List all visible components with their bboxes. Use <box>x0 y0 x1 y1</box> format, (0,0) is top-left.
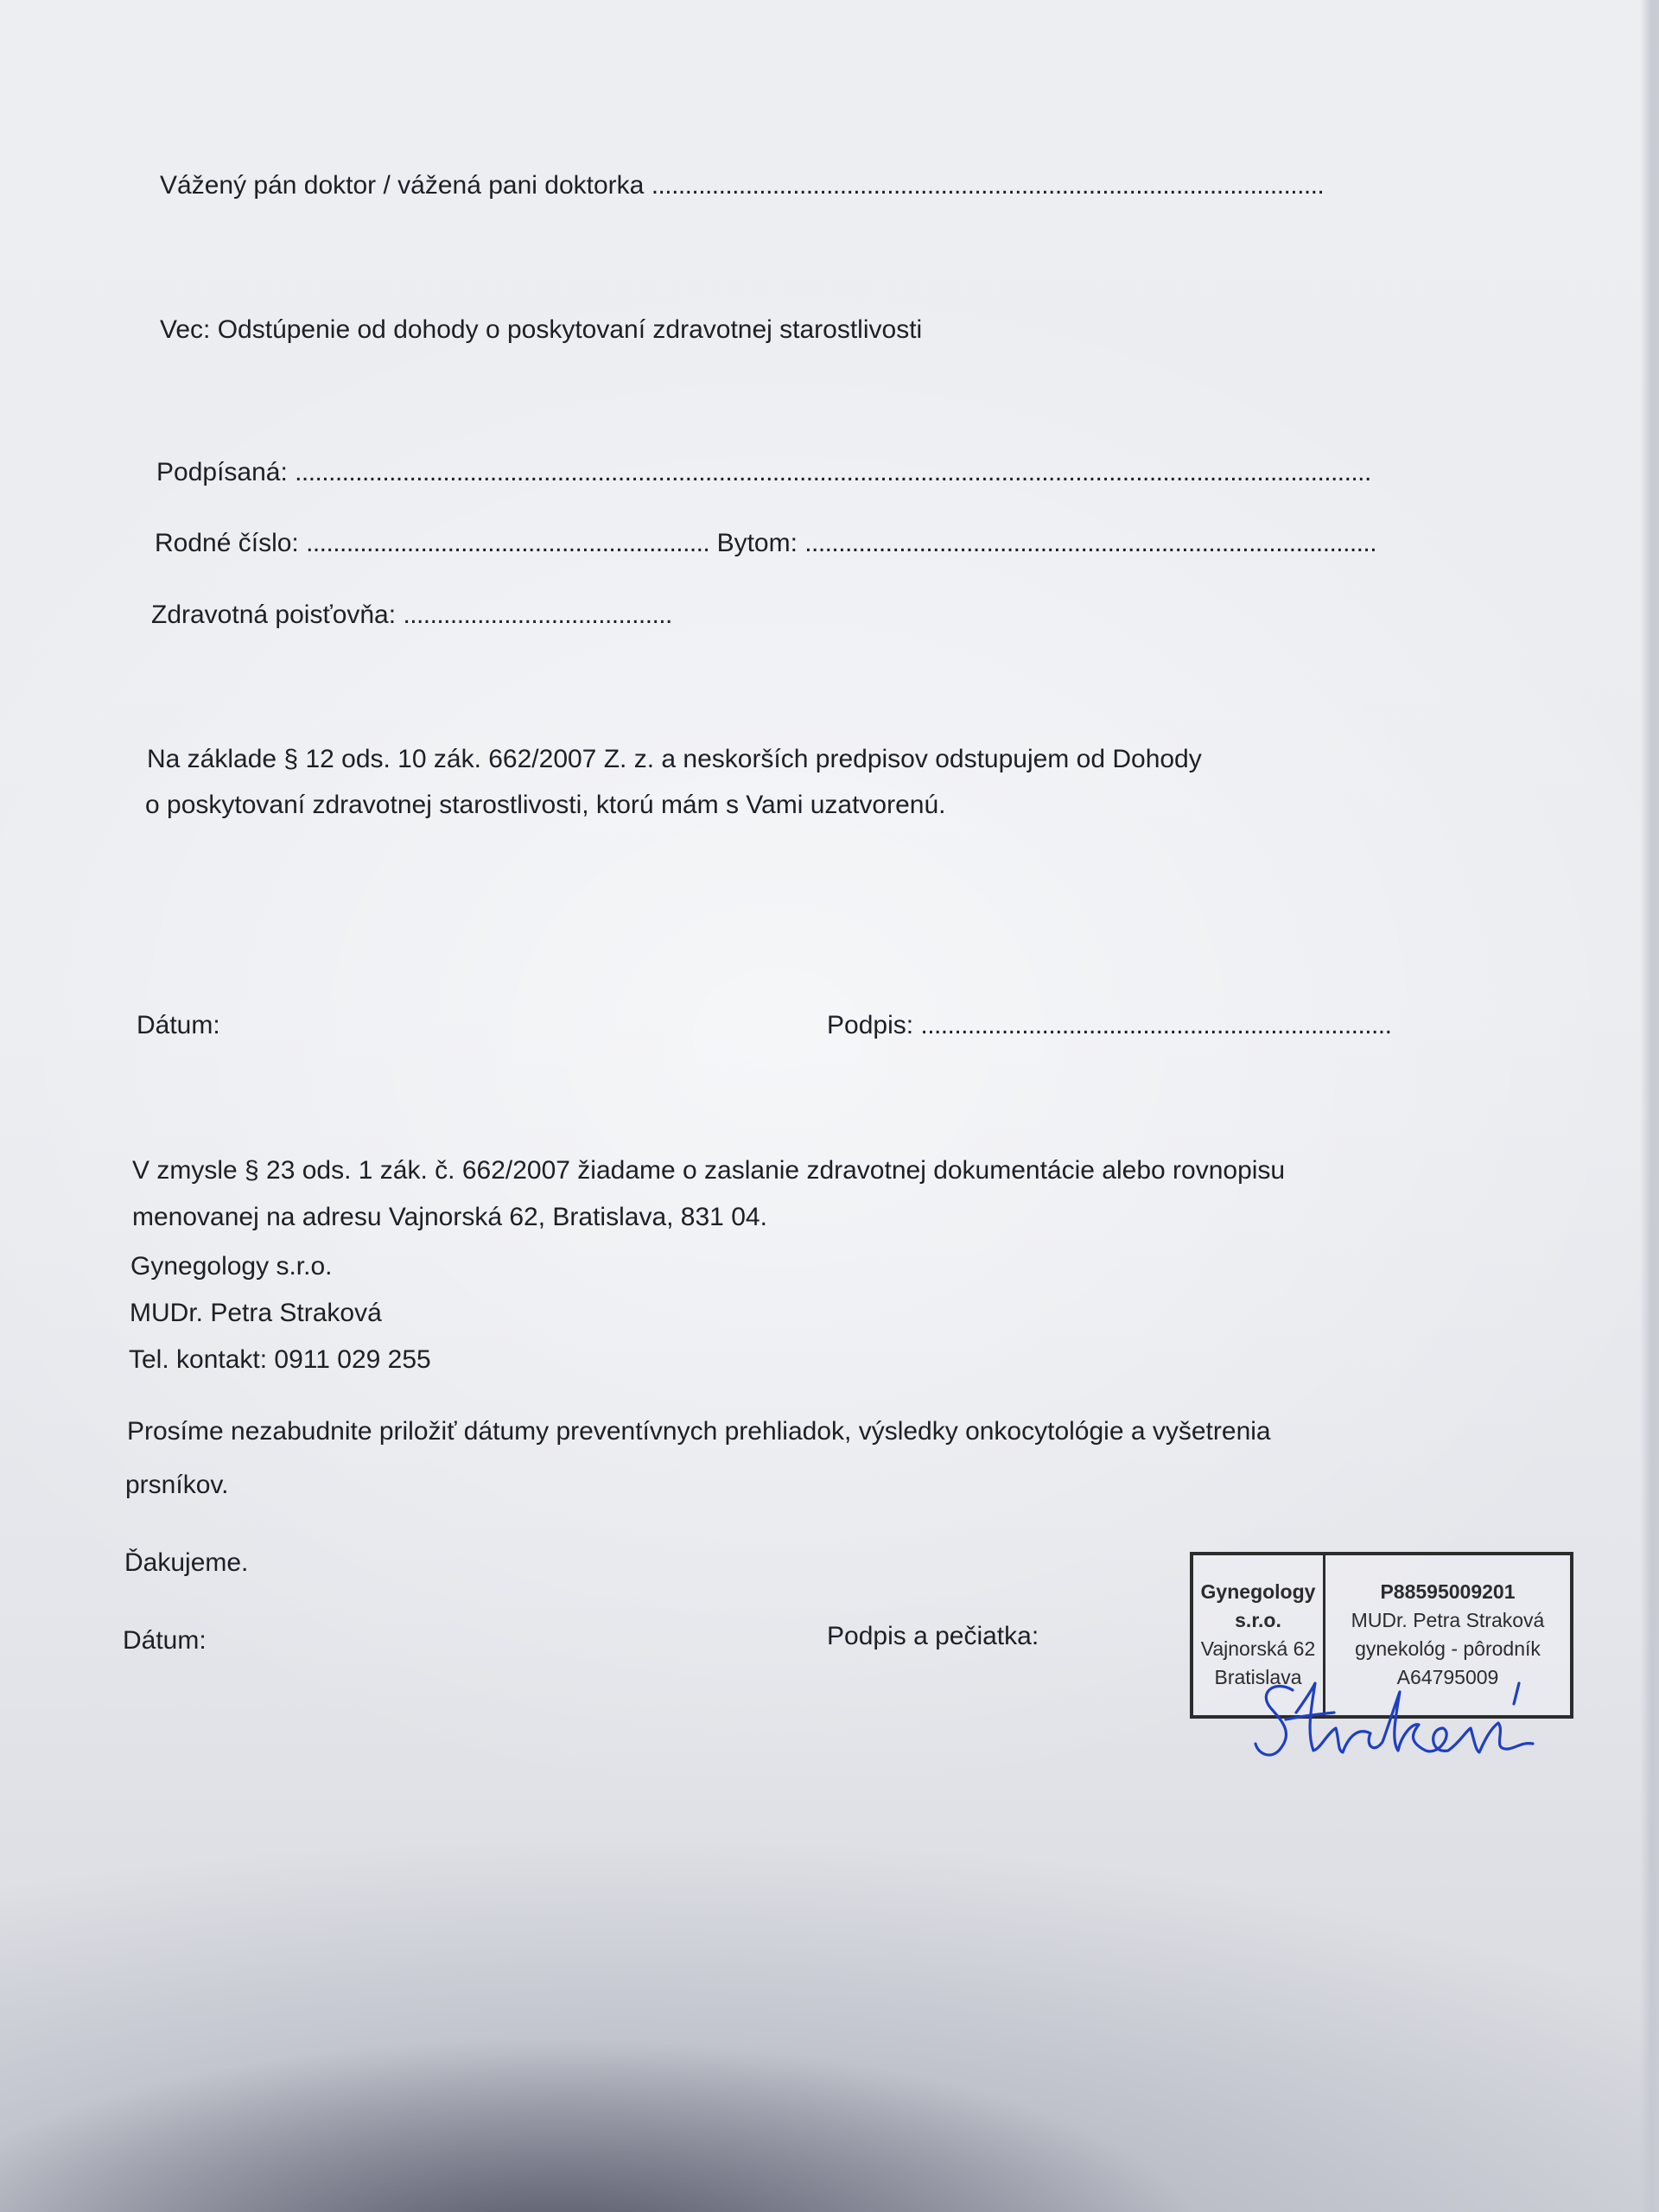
salutation-leader: .................................................................................................... <box>651 171 1325 200</box>
request-line-2: menovanej na adresu Vajnorská 62, Bratislava, 831 04. <box>132 1203 767 1231</box>
salutation-line <box>160 170 1324 201</box>
stamp-provider-code: P88595009201 <box>1380 1580 1516 1603</box>
reminder-line-1: Prosíme nezabudnite priložiť dátumy preventívnych prehliadok, výsledky onkocytológie a vyšetrenia <box>127 1417 1271 1446</box>
subject-line: Vec: Odstúpenie od dohody o poskytovaní zdravotnej starostlivosti <box>160 315 923 344</box>
signature-stroke-accent <box>1514 1683 1519 1704</box>
birth-number-residence-fields <box>155 528 1376 559</box>
handwritten-signature <box>1251 1678 1538 1771</box>
request-line-1: V zmysle § 23 ods. 1 zák. č. 662/2007 žiadame o zaslanie zdravotnej dokumentácie alebo rovnopisu <box>132 1156 1286 1185</box>
insurer-leader: ........................................ <box>403 601 672 629</box>
reminder-line-2: prsníkov. <box>125 1471 229 1499</box>
first-signature-label: Podpis: <box>827 1011 914 1039</box>
insurer-field <box>151 600 672 631</box>
stamp-doctor-code: A64795009 <box>1396 1666 1499 1688</box>
request-doctor: MUDr. Petra Straková <box>130 1299 382 1327</box>
signature-stroke-main <box>1296 1683 1533 1752</box>
salutation-text: Vážený pán doktor / vážená pani doktorka <box>160 171 645 200</box>
request-phone: Tel. kontakt: 0911 029 255 <box>129 1345 431 1374</box>
thanks-text: Ďakujeme. <box>124 1548 249 1577</box>
signed-field <box>156 457 1371 488</box>
signed-label: Podpísaná: <box>156 458 288 486</box>
stamp-doctor-name: MUDr. Petra Straková <box>1351 1609 1545 1631</box>
stamp-company-name: Gynegology <box>1200 1580 1316 1603</box>
signed-leader: ................................................................................................................................................................ <box>295 458 1371 486</box>
residence-leader: ..................................................................................... <box>804 529 1376 557</box>
paper-edge-shadow <box>1640 0 1659 2212</box>
insurer-label: Zdravotná poisťovňa: <box>151 601 397 629</box>
stamp-street: Vajnorská 62 <box>1200 1637 1316 1660</box>
stamp-company-form: s.r.o. <box>1235 1609 1281 1631</box>
statement-line-1: Na základe § 12 ods. 10 zák. 662/2007 Z. z. a neskorších predpisov odstupujem od Dohody <box>147 745 1202 773</box>
birth-number-leader: ............................................................ <box>306 529 710 557</box>
stamp-city: Bratislava <box>1214 1666 1302 1688</box>
signature-stamp-label: Podpis a pečiatka: <box>827 1622 1039 1650</box>
first-date-label: Dátum: <box>137 1011 220 1039</box>
first-signature-leader: ...................................................................... <box>920 1011 1392 1039</box>
statement-line-2: o poskytovaní zdravotnej starostlivosti, ktorú mám s Vami uzatvorenú. <box>145 791 946 819</box>
second-date-label: Dátum: <box>123 1626 207 1655</box>
request-company: Gynegology s.r.o. <box>130 1252 333 1281</box>
first-signature-field <box>827 1010 1391 1041</box>
birth-number-label: Rodné číslo: <box>155 529 299 557</box>
stamp-specialty: gynekológ - pôrodník <box>1355 1637 1541 1660</box>
residence-label: Bytom: <box>716 529 798 557</box>
